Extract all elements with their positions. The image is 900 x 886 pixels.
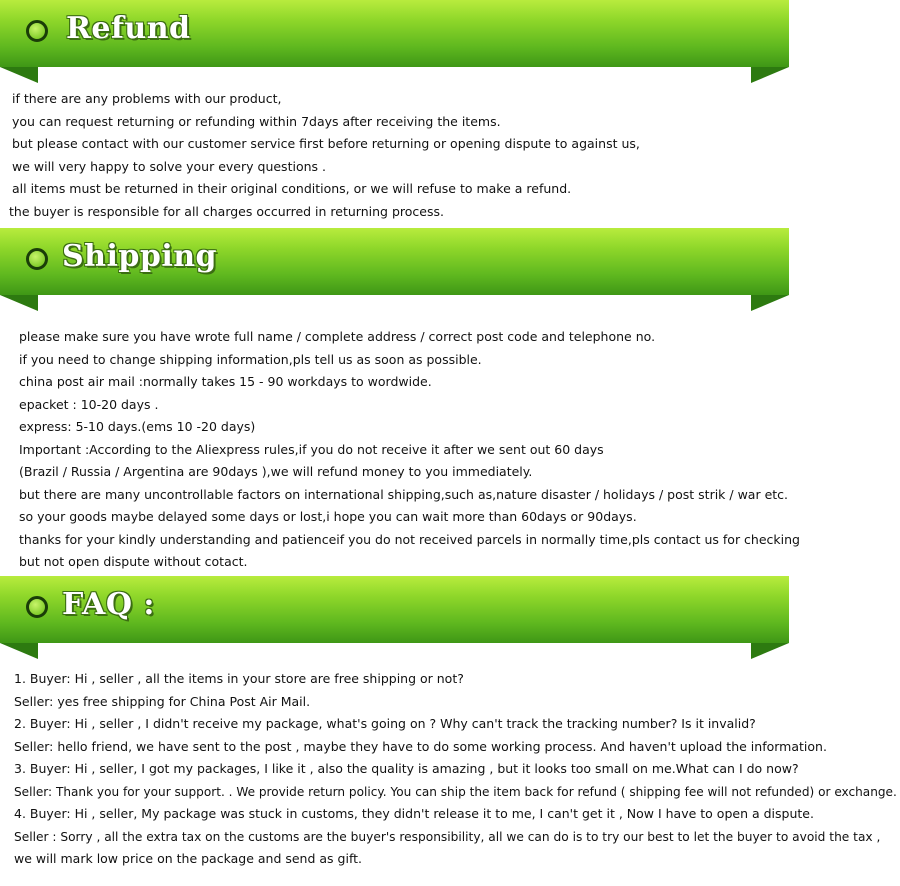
shipping-line: (Brazil / Russia / Argentina are 90days ),we will refund money to you immediately.	[19, 464, 533, 479]
refund-title: Refund	[66, 11, 191, 46]
shipping-text	[19, 326, 800, 574]
banner-fold-left	[0, 67, 38, 83]
shipping-line: but there are many uncontrollable factors on international shipping,such as,nature disaster / holidays / post strik / war etc.	[19, 486, 789, 502]
banner-fold-right	[751, 295, 789, 311]
shipping-line: so your goods maybe delayed some days or lost,i hope you can wait more than 60days or 90days.	[19, 509, 637, 524]
faq-line: 3. Buyer: Hi , seller, I got my packages, I like it , also the quality is amazing , but it looks too small on me.What can I do now?	[14, 761, 799, 776]
banner-fold-right	[751, 67, 789, 83]
banner-fold-left	[0, 295, 38, 311]
shipping-line: please make sure you have wrote full name / complete address / correct post code and telephone no.	[19, 329, 656, 344]
faq-banner	[0, 576, 789, 643]
banner-fold-left	[0, 643, 38, 659]
refund-text	[9, 88, 640, 223]
refund-line: we will very happy to solve your every questions .	[12, 158, 326, 174]
faq-line: 2. Buyer: Hi , seller , I didn't receive my package, what's going on ? Why can't track the tracking number? Is it invalid?	[14, 716, 756, 731]
shipping-line: if you need to change shipping information,pls tell us as soon as possible.	[19, 351, 482, 367]
faq-line: Seller: hello friend, we have sent to the post , maybe they have to do some working process. And haven't upload the information.	[14, 738, 827, 754]
circle-bullet-icon	[26, 248, 48, 270]
refund-banner	[0, 0, 789, 67]
refund-line: you can request returning or refunding within 7days after receiving the items.	[12, 113, 501, 129]
faq-line: 1. Buyer: Hi , seller , all the items in your store are free shipping or not?	[14, 671, 464, 686]
refund-line: the buyer is responsible for all charges occurred in returning process.	[9, 203, 444, 219]
faq-line: Seller: Thank you for your support. . We provide return policy. You can ship the item back for refund ( shipping fee will not refunded) or exchange.	[14, 784, 897, 799]
circle-bullet-icon	[26, 20, 48, 42]
circle-bullet-icon	[26, 596, 48, 618]
shipping-line: but not open dispute without cotact.	[19, 554, 248, 569]
faq-line: we will mark low price on the package and send as gift.	[14, 851, 362, 866]
banner-fold-right	[751, 643, 789, 659]
refund-line: all items must be returned in their original conditions, or we will refuse to make a refund.	[12, 181, 572, 196]
shipping-line: epacket : 10-20 days .	[19, 396, 159, 412]
shipping-line: Important :According to the Aliexpress rules,if you do not receive it after we sent out 60 days	[19, 441, 604, 457]
refund-line: if there are any problems with our product,	[12, 91, 282, 106]
shipping-title: Shipping	[62, 239, 218, 274]
shipping-line: china post air mail :normally takes 15 - 90 workdays to wordwide.	[19, 374, 432, 389]
faq-text	[14, 668, 897, 871]
shipping-line: express: 5-10 days.(ems 10 -20 days)	[19, 419, 256, 434]
faq-line: Seller : Sorry , all the extra tax on the customs are the buyer's responsibility, all we can do is to try our best to let the buyer to avoid the tax ,	[14, 829, 881, 844]
refund-line: but please contact with our customer service first before returning or opening dispute to against us,	[12, 136, 640, 151]
faq-line: Seller: yes free shipping for China Post Air Mail.	[14, 693, 311, 709]
shipping-line: thanks for your kindly understanding and patienceif you do not received parcels in normally time,pls contact us for checking	[19, 531, 800, 547]
faq-title: FAQ :	[62, 587, 155, 622]
shipping-banner	[0, 228, 789, 295]
faq-line: 4. Buyer: Hi , seller, My package was stuck in customs, they didn't release it to me, I can't get it , Now I have to open a dispute.	[14, 806, 814, 821]
